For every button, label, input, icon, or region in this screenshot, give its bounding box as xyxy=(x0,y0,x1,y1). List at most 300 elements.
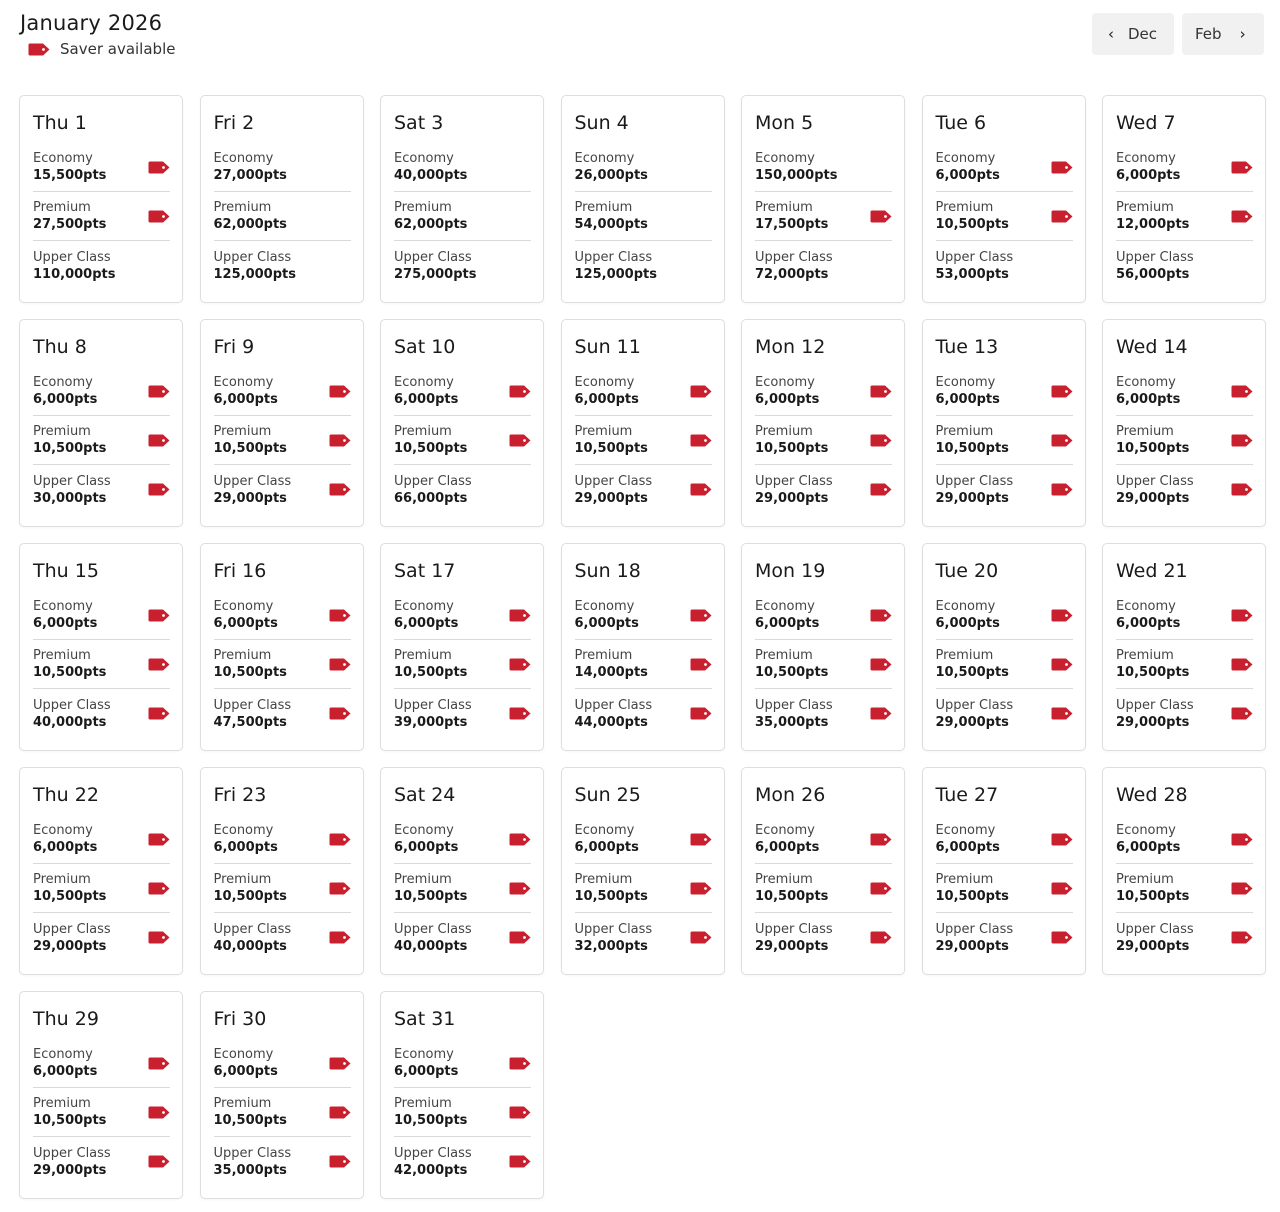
cabin-name: Upper Class xyxy=(394,921,472,937)
cabin-name: Economy xyxy=(935,151,996,166)
cabin-row[interactable] xyxy=(755,465,892,514)
cabin-info xyxy=(936,423,1009,457)
saver-tag-icon xyxy=(1051,882,1073,895)
cabin-name: Premium xyxy=(755,424,813,439)
cabin-row[interactable] xyxy=(936,192,1073,241)
cabin-points: 10,500pts xyxy=(33,1113,107,1128)
cabin-name: Upper Class xyxy=(755,697,833,713)
day-label: Thu 1 xyxy=(33,112,87,134)
cabin-row[interactable] xyxy=(33,143,170,192)
cabin-row[interactable] xyxy=(214,640,351,689)
cabin-points: 26,000pts xyxy=(574,168,648,183)
saver-tag-icon xyxy=(148,434,170,447)
day-label: Tue 27 xyxy=(935,784,999,806)
cabin-row[interactable] xyxy=(575,864,712,913)
cabin-info xyxy=(394,1095,467,1129)
cabin-row[interactable] xyxy=(33,864,170,913)
saver-tag-icon xyxy=(329,1106,351,1119)
cabin-name: Economy xyxy=(213,151,274,166)
cabin-name: Premium xyxy=(935,872,994,887)
saver-tag-icon xyxy=(329,385,351,398)
cabin-row[interactable] xyxy=(394,1088,531,1137)
cabin-name: Upper Class xyxy=(213,697,292,713)
cabin-info xyxy=(936,249,1014,283)
cabin-name: Upper Class xyxy=(1116,921,1194,937)
cabin-points: 10,500pts xyxy=(213,889,287,904)
cabin-points: 6,000pts xyxy=(1116,840,1181,855)
cabin-row[interactable] xyxy=(755,913,892,962)
cabin-name: Upper Class xyxy=(213,249,292,265)
saver-tag-icon xyxy=(690,707,712,720)
cabin-points: 17,500pts xyxy=(755,217,829,232)
day-card[interactable] xyxy=(1102,95,1266,303)
cabin-info xyxy=(394,199,467,233)
saver-tag-icon xyxy=(1231,483,1253,496)
cabin-row[interactable] xyxy=(575,913,712,962)
cabin-row[interactable] xyxy=(394,465,531,514)
cabin-info xyxy=(394,423,467,457)
cabin-points: 6,000pts xyxy=(394,1064,459,1079)
cabin-row[interactable] xyxy=(755,689,892,738)
cabin-points: 40,000pts xyxy=(394,938,468,954)
cabin-points: 29,000pts xyxy=(935,938,1009,954)
day-card[interactable] xyxy=(200,95,364,303)
cabin-row[interactable] xyxy=(33,1088,170,1137)
cabin-points: 35,000pts xyxy=(755,714,829,730)
day-label: Fri 9 xyxy=(213,336,255,358)
cabin-points: 72,000pts xyxy=(755,266,829,282)
day-card[interactable] xyxy=(1102,767,1266,975)
cabin-info xyxy=(936,647,1009,681)
cabin-points: 6,000pts xyxy=(574,616,639,631)
cabin-row[interactable] xyxy=(755,367,892,416)
day-label: Sat 17 xyxy=(394,560,456,582)
saver-tag-icon xyxy=(148,931,170,944)
cabin-points: 29,000pts xyxy=(1116,938,1190,954)
calendar-header xyxy=(20,8,175,58)
saver-tag-icon xyxy=(148,210,170,223)
cabin-row[interactable] xyxy=(575,815,712,864)
cabin-row[interactable] xyxy=(575,143,712,192)
cabin-name: Premium xyxy=(394,1096,452,1111)
cabin-points: 62,000pts xyxy=(394,217,468,232)
day-card[interactable] xyxy=(561,95,725,303)
cabin-row[interactable] xyxy=(394,143,531,192)
cabin-row[interactable] xyxy=(1116,640,1253,689)
cabin-info xyxy=(394,374,458,408)
cabin-row[interactable] xyxy=(33,591,170,640)
cabin-name: Economy xyxy=(394,151,454,166)
cabin-name: Upper Class xyxy=(935,921,1014,937)
day-card[interactable] xyxy=(561,319,725,527)
cabin-row[interactable] xyxy=(755,815,892,864)
day-card[interactable] xyxy=(380,95,544,303)
day-card[interactable] xyxy=(200,543,364,751)
cabin-row[interactable] xyxy=(214,864,351,913)
cabin-points: 29,000pts xyxy=(755,490,829,506)
cabin-row[interactable] xyxy=(33,192,170,241)
cabin-row[interactable] xyxy=(394,913,531,962)
cabin-row[interactable] xyxy=(755,192,892,241)
day-label: Sun 25 xyxy=(574,784,641,806)
cabin-name: Premium xyxy=(394,424,452,439)
cabin-row[interactable] xyxy=(1116,591,1253,640)
saver-tag-icon xyxy=(148,385,170,398)
cabin-info xyxy=(755,871,828,905)
cabin-row[interactable] xyxy=(755,864,892,913)
cabin-row[interactable] xyxy=(33,913,170,962)
cabin-name: Premium xyxy=(33,1096,91,1111)
cabin-name: Economy xyxy=(394,823,454,838)
cabin-points: 6,000pts xyxy=(755,392,820,407)
cabin-info xyxy=(1116,822,1180,856)
cabin-info xyxy=(936,921,1014,955)
cabin-name: Economy xyxy=(33,823,93,838)
cabin-name: Economy xyxy=(213,1047,274,1062)
saver-tag-icon xyxy=(148,161,170,174)
saver-tag-icon xyxy=(329,833,351,846)
cabin-row[interactable] xyxy=(394,591,531,640)
saver-tag-icon xyxy=(1051,385,1073,398)
cabin-row[interactable] xyxy=(33,367,170,416)
cabin-name: Economy xyxy=(755,375,815,390)
cabin-info xyxy=(755,150,837,184)
cabin-points: 6,000pts xyxy=(33,840,98,855)
cabin-name: Upper Class xyxy=(755,921,833,937)
day-card[interactable] xyxy=(380,767,544,975)
cabin-points: 66,000pts xyxy=(394,490,468,506)
cabin-name: Premium xyxy=(574,872,633,887)
saver-tag-icon xyxy=(1231,210,1253,223)
cabin-name: Upper Class xyxy=(1116,473,1194,489)
cabin-info xyxy=(936,822,1000,856)
cabin-info xyxy=(755,921,833,955)
cabin-row[interactable] xyxy=(936,815,1073,864)
cabin-points: 14,000pts xyxy=(574,665,648,680)
cabin-info xyxy=(394,697,472,731)
cabin-row[interactable] xyxy=(575,367,712,416)
cabin-points: 6,000pts xyxy=(394,616,459,631)
saver-tag-icon xyxy=(509,1106,531,1119)
day-card[interactable] xyxy=(19,767,183,975)
day-label: Fri 16 xyxy=(213,560,267,582)
saver-tag-icon xyxy=(148,1155,170,1168)
cabin-info xyxy=(575,199,648,233)
cabin-row[interactable] xyxy=(755,241,892,290)
cabin-row[interactable] xyxy=(936,241,1073,290)
day-label: Tue 20 xyxy=(935,560,999,582)
cabin-points: 10,500pts xyxy=(755,665,829,680)
cabin-row[interactable] xyxy=(214,913,351,962)
day-card[interactable] xyxy=(200,991,364,1199)
day-card[interactable] xyxy=(741,767,905,975)
cabin-name: Upper Class xyxy=(1116,249,1194,265)
cabin-name: Economy xyxy=(574,599,635,614)
cabin-info xyxy=(936,374,1000,408)
cabin-row[interactable] xyxy=(394,815,531,864)
cabin-info xyxy=(1116,697,1194,731)
cabin-row[interactable] xyxy=(936,640,1073,689)
day-card[interactable] xyxy=(380,991,544,1199)
saver-tag-icon xyxy=(1051,434,1073,447)
saver-tag-icon xyxy=(1051,931,1073,944)
cabin-row[interactable] xyxy=(1116,815,1253,864)
prev-month-button[interactable] xyxy=(1092,13,1174,55)
day-label: Mon 5 xyxy=(755,112,814,134)
cabin-row[interactable] xyxy=(33,815,170,864)
cabin-info xyxy=(33,199,106,233)
day-card[interactable] xyxy=(200,319,364,527)
cabin-row[interactable] xyxy=(33,416,170,465)
cabin-points: 44,000pts xyxy=(574,714,648,730)
cabin-row[interactable] xyxy=(214,143,351,192)
cabin-row[interactable] xyxy=(575,241,712,290)
cabin-info xyxy=(575,473,653,507)
day-card[interactable] xyxy=(380,319,544,527)
saver-tag-icon xyxy=(1051,161,1073,174)
cabin-info xyxy=(936,871,1009,905)
cabin-points: 6,000pts xyxy=(755,616,820,631)
next-month-button[interactable] xyxy=(1182,13,1264,55)
cabin-row[interactable] xyxy=(755,416,892,465)
calendar-grid xyxy=(19,95,1266,1199)
cabin-info xyxy=(394,822,458,856)
cabin-points: 29,000pts xyxy=(1116,714,1190,730)
cabin-name: Economy xyxy=(574,375,635,390)
cabin-row[interactable] xyxy=(1116,864,1253,913)
day-label: Sat 10 xyxy=(394,336,456,358)
cabin-row[interactable] xyxy=(1116,465,1253,514)
cabin-name: Upper Class xyxy=(574,249,653,265)
day-label: Thu 15 xyxy=(33,560,99,582)
cabin-info xyxy=(214,1145,292,1179)
day-card[interactable] xyxy=(561,767,725,975)
cabin-points: 40,000pts xyxy=(33,714,107,730)
cabin-row[interactable] xyxy=(936,416,1073,465)
cabin-name: Economy xyxy=(394,599,454,614)
day-card[interactable] xyxy=(1102,543,1266,751)
cabin-row[interactable] xyxy=(575,689,712,738)
saver-tag-icon xyxy=(1051,483,1073,496)
cabin-row[interactable] xyxy=(755,143,892,192)
cabin-row[interactable] xyxy=(214,465,351,514)
cabin-points: 29,000pts xyxy=(935,490,1009,506)
day-card[interactable] xyxy=(19,95,183,303)
cabin-row[interactable] xyxy=(1116,143,1253,192)
cabin-info xyxy=(33,374,97,408)
cabin-row[interactable] xyxy=(1116,241,1253,290)
cabin-row[interactable] xyxy=(33,465,170,514)
cabin-info xyxy=(394,598,458,632)
cabin-row[interactable] xyxy=(214,367,351,416)
cabin-row[interactable] xyxy=(1116,367,1253,416)
cabin-row[interactable] xyxy=(394,1137,531,1186)
cabin-row[interactable] xyxy=(936,913,1073,962)
cabin-row[interactable] xyxy=(575,640,712,689)
saver-tag-icon xyxy=(509,434,531,447)
saver-tag-icon xyxy=(329,931,351,944)
cabin-info xyxy=(1116,473,1194,507)
day-label: Sat 24 xyxy=(394,784,456,806)
cabin-name: Economy xyxy=(33,151,93,166)
cabin-info xyxy=(1116,150,1180,184)
saver-tag-icon xyxy=(870,434,892,447)
cabin-row[interactable] xyxy=(33,640,170,689)
cabin-row[interactable] xyxy=(1116,192,1253,241)
saver-tag-icon xyxy=(509,882,531,895)
cabin-row[interactable] xyxy=(214,1039,351,1088)
cabin-row[interactable] xyxy=(214,241,351,290)
next-month-label: Feb xyxy=(1195,25,1222,43)
day-label: Mon 19 xyxy=(755,560,826,582)
day-label: Wed 21 xyxy=(1116,560,1188,582)
cabin-row[interactable] xyxy=(394,1039,531,1088)
cabin-info xyxy=(1116,871,1189,905)
cabin-row[interactable] xyxy=(214,815,351,864)
cabin-info xyxy=(214,647,287,681)
cabin-row[interactable] xyxy=(936,465,1073,514)
cabin-row[interactable] xyxy=(575,465,712,514)
saver-tag-icon xyxy=(329,658,351,671)
saver-tag-icon xyxy=(329,434,351,447)
saver-tag-icon xyxy=(509,609,531,622)
cabin-info xyxy=(755,374,819,408)
cabin-row[interactable] xyxy=(936,367,1073,416)
cabin-row[interactable] xyxy=(936,864,1073,913)
cabin-points: 10,500pts xyxy=(394,665,468,680)
cabin-row[interactable] xyxy=(1116,913,1253,962)
cabin-info xyxy=(575,647,648,681)
cabin-points: 27,500pts xyxy=(33,217,107,232)
cabin-row[interactable] xyxy=(33,241,170,290)
cabin-info xyxy=(33,1145,111,1179)
cabin-points: 39,000pts xyxy=(394,714,468,730)
saver-tag-icon xyxy=(690,833,712,846)
cabin-row[interactable] xyxy=(936,591,1073,640)
cabin-name: Economy xyxy=(574,151,635,166)
cabin-info xyxy=(575,598,639,632)
cabin-name: Upper Class xyxy=(33,1145,111,1161)
cabin-info xyxy=(755,199,828,233)
saver-tag-icon xyxy=(329,483,351,496)
day-card[interactable] xyxy=(741,543,905,751)
cabin-name: Upper Class xyxy=(33,921,111,937)
day-card[interactable] xyxy=(380,543,544,751)
day-card[interactable] xyxy=(741,95,905,303)
cabin-info xyxy=(1116,374,1180,408)
cabin-row[interactable] xyxy=(755,640,892,689)
saver-tag-icon xyxy=(329,609,351,622)
cabin-row[interactable] xyxy=(33,1137,170,1186)
cabin-info xyxy=(575,374,639,408)
cabin-row[interactable] xyxy=(33,689,170,738)
cabin-name: Premium xyxy=(1116,200,1174,215)
saver-tag-icon xyxy=(870,882,892,895)
day-card[interactable] xyxy=(200,767,364,975)
cabin-info xyxy=(33,473,111,507)
cabin-row[interactable] xyxy=(214,689,351,738)
cabin-row[interactable] xyxy=(394,640,531,689)
saver-tag-icon xyxy=(148,483,170,496)
cabin-points: 10,500pts xyxy=(935,889,1009,904)
cabin-row[interactable] xyxy=(575,192,712,241)
saver-tag-icon xyxy=(509,385,531,398)
cabin-points: 6,000pts xyxy=(213,840,278,855)
cabin-info xyxy=(755,822,819,856)
saver-tag-icon xyxy=(509,931,531,944)
cabin-name: Economy xyxy=(1116,599,1176,614)
cabin-row[interactable] xyxy=(394,416,531,465)
cabin-name: Premium xyxy=(213,1096,272,1111)
cabin-name: Economy xyxy=(1116,375,1176,390)
cabin-name: Premium xyxy=(1116,648,1174,663)
cabin-name: Premium xyxy=(935,424,994,439)
day-card[interactable] xyxy=(19,991,183,1199)
day-card[interactable] xyxy=(922,543,1086,751)
cabin-points: 29,000pts xyxy=(574,490,648,506)
cabin-row[interactable] xyxy=(936,143,1073,192)
day-card[interactable] xyxy=(19,319,183,527)
cabin-info xyxy=(755,697,833,731)
cabin-row[interactable] xyxy=(936,689,1073,738)
cabin-points: 10,500pts xyxy=(33,441,107,456)
cabin-name: Economy xyxy=(394,1047,454,1062)
cabin-points: 30,000pts xyxy=(33,490,107,506)
cabin-row[interactable] xyxy=(214,416,351,465)
day-card[interactable] xyxy=(19,543,183,751)
cabin-info xyxy=(33,697,111,731)
day-card[interactable] xyxy=(1102,319,1266,527)
day-card[interactable] xyxy=(922,319,1086,527)
cabin-info xyxy=(755,647,828,681)
cabin-row[interactable] xyxy=(214,192,351,241)
cabin-info xyxy=(575,822,639,856)
day-card[interactable] xyxy=(922,767,1086,975)
cabin-points: 10,500pts xyxy=(574,441,648,456)
cabin-info xyxy=(936,473,1014,507)
saver-tag-icon xyxy=(1231,833,1253,846)
cabin-row[interactable] xyxy=(394,192,531,241)
cabin-row[interactable] xyxy=(1116,416,1253,465)
day-card[interactable] xyxy=(922,95,1086,303)
cabin-row[interactable] xyxy=(394,689,531,738)
cabin-row[interactable] xyxy=(1116,689,1253,738)
day-label: Wed 28 xyxy=(1116,784,1188,806)
cabin-row[interactable] xyxy=(575,591,712,640)
cabin-row[interactable] xyxy=(394,367,531,416)
cabin-row[interactable] xyxy=(214,591,351,640)
cabin-row[interactable] xyxy=(394,241,531,290)
cabin-row[interactable] xyxy=(214,1088,351,1137)
cabin-points: 6,000pts xyxy=(935,840,1000,855)
cabin-row[interactable] xyxy=(755,591,892,640)
saver-tag-icon xyxy=(690,434,712,447)
cabin-name: Premium xyxy=(935,648,994,663)
cabin-name: Premium xyxy=(33,424,91,439)
day-card[interactable] xyxy=(561,543,725,751)
day-card[interactable] xyxy=(741,319,905,527)
cabin-row[interactable] xyxy=(394,864,531,913)
cabin-row[interactable] xyxy=(214,1137,351,1186)
cabin-row[interactable] xyxy=(575,416,712,465)
cabin-info xyxy=(1116,199,1189,233)
cabin-info xyxy=(755,598,819,632)
cabin-info xyxy=(214,374,278,408)
cabin-points: 10,500pts xyxy=(33,665,107,680)
saver-tag-icon xyxy=(870,931,892,944)
cabin-points: 6,000pts xyxy=(33,616,98,631)
cabin-row[interactable] xyxy=(33,1039,170,1088)
